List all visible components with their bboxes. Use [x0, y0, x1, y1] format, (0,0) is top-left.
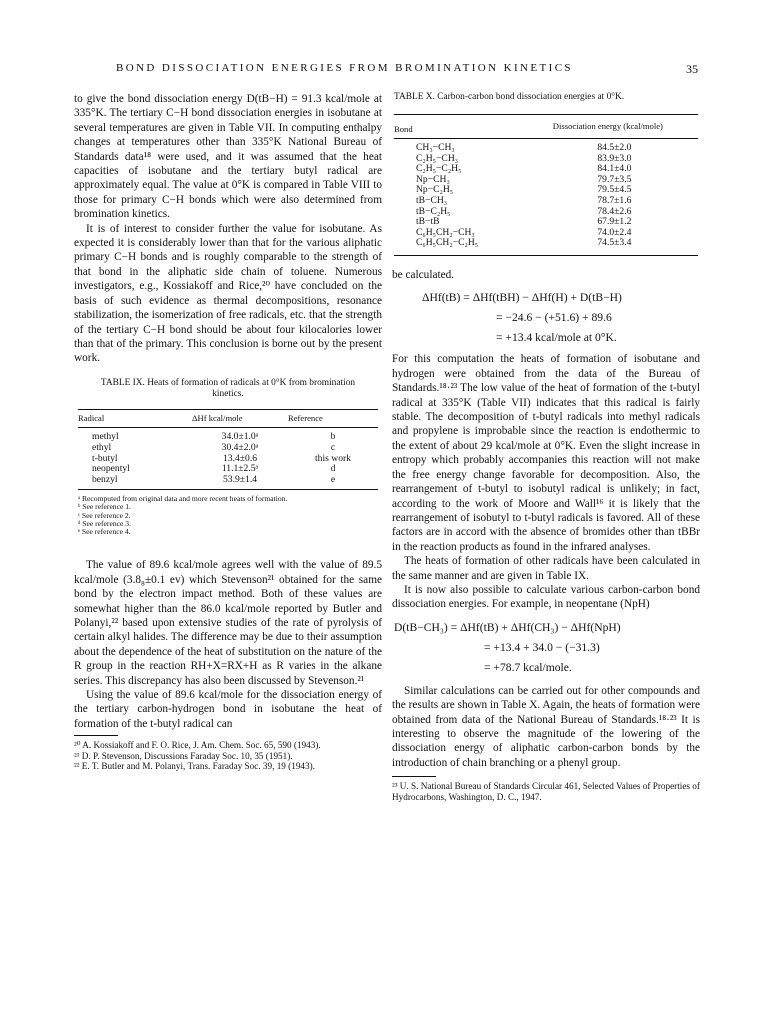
table-x-cell-bond: Np−C₂H₅	[416, 184, 454, 196]
table-x-cell-bond: tB−CH₃	[416, 195, 448, 207]
table-x-cell-energy: 74.0±2.4	[597, 226, 632, 238]
table-ix-note: ᵉ See reference 4.	[78, 527, 131, 537]
table-x-cell-energy: 84.5±2.0	[597, 142, 632, 154]
table-x-cell-bond: tB−C₂H₅	[416, 205, 451, 217]
footnote: ²² E. T. Butler and M. Polanyi, Trans. Faraday Soc. 39, 19 (1943).	[74, 760, 315, 771]
table-ix-caption: TABLE IX. Heats of formation of radicals at 0°K from bromination kinetics.	[100, 377, 356, 400]
paragraph-other-radicals: The heats of formation of other radicals have been calculated in the same manner and are given in Table IX.	[392, 555, 700, 582]
right-column	[392, 92, 700, 802]
equation-line: = +13.4 + 34.0 − (−31.3)	[484, 640, 600, 654]
table-ix-cell-reference: c	[330, 441, 336, 453]
table-x-row	[394, 139, 698, 154]
table-x-cell-energy: 78.7±1.6	[597, 195, 632, 207]
table-ix-cell-radical: methyl	[92, 431, 119, 443]
table-ix-cell-dhf: 13.4±0.6	[222, 452, 258, 464]
table-x-cell-energy: 67.9±1.2	[597, 216, 632, 228]
table-ix-body	[78, 428, 378, 490]
equation-line: = +78.7 kcal/mole.	[484, 660, 572, 674]
paragraph-using-value: Using the value of 89.6 kcal/mole for the dissociation energy of the tertiary carbon-hydrogen bond in isobutane the heat of formation of the t-butyl radical can	[74, 688, 382, 730]
table-ix-row	[78, 428, 378, 443]
table-x-cell-energy: 83.9±3.0	[597, 152, 632, 164]
table-x-cell-bond: Np−CH₃	[416, 173, 450, 185]
table-ix-notes	[78, 495, 378, 536]
table-x-cell-energy: 84.1±4.0	[597, 163, 632, 175]
page-number: 35	[686, 62, 698, 76]
table-ix-cell-reference: b	[330, 431, 336, 443]
paragraph-interest: It is of interest to consider further the value for isobutane. As expected it is considerably lower than that for the various aliphatic primary C−H bonds and is roughly comparable to the strength of that bond in the aliphatic side chain of toluene. Numerous investigators, e.g., Kossiakoff and Rice,²⁰ have concluded on the basis of such evidence as thermal decompositions, resonance stabilization, the isomerization of free radicals, etc. that the strength of the tertiary C−H bond should be about four kilocalories lower than that of the primary. This conclusion is borne out by the present work.	[74, 222, 382, 365]
table-ix-note: ᵇ See reference 1.	[78, 502, 131, 512]
table-ix-cell-reference: this work	[315, 452, 351, 464]
table-x-cell-bond: C₆H₅CH₂−CH₃	[416, 226, 475, 238]
paragraph-similar-calculations: Similar calculations can be carried out for other compounds and the results are shown in Table X. Again, the heats of formation were obtained from data of the National Bureau of Standards.¹⁸·²³ It is interesting to observe the magnitude of the lowering of the dissociation energy of aliphatic carbon-carbon bonds by the introduction of chain branching or a phenyl group.	[392, 684, 700, 769]
table-x-cell-bond: tB−tB	[416, 216, 440, 228]
equation-line: D(tB−CH₃) = ΔHf(tB) + ΔHf(CH₃) − ΔHf(NpH)	[394, 620, 621, 634]
paragraph-computation: For this computation the heats of formation of isobutane and hydrogen were obtained from the data of the Bureau of Standards.¹⁸·²³ The low value of the heat of formation of the t-butyl radical at 335°K (Table VII) indicates that this radical is fairly stable. The decomposition of t-butyl radicals into methyl radicals and propylene is improbable since the reaction is endothermic to the extent of about 29 kcal/mole at 0°K. Even the slight increase in entropy which probably accompanies this reaction will not make the free energy change favorable for decomposition. Also, the rearrangement of t-butyl to isobutyl radical is unlikely; in fact, according to the work of Moore and Wall¹⁶ it is likely that the rearrangement of isobutyl to t-butyl radicals is favored. All of these factors are in accord with the absence of bromides other than tBBr in the reaction products as found in the infrared analyses.	[392, 353, 700, 553]
table-ix-header-dhf: ΔHf kcal/mole	[192, 412, 243, 423]
table-x-row	[394, 238, 698, 255]
table-ix-cell-dhf: 11.1±2.5ᵃ	[221, 463, 259, 475]
equation-neopentane	[392, 618, 700, 678]
table-ix-cell-dhf: 53.9±1.4	[222, 473, 258, 485]
paragraph-carbon-carbon: It is now also possible to calculate various carbon-carbon bond dissociation energies. For example, in neopentane (NpH)	[392, 583, 700, 611]
table-x-cell-energy: 74.5±3.4	[597, 237, 632, 249]
footnote: ²⁰ A. Kossiakoff and F. O. Rice, J. Am. Chem. Soc. 65, 590 (1943).	[74, 740, 321, 751]
be-calculated: be calculated.	[392, 269, 455, 282]
table-ix-note: ᶜ See reference 2.	[78, 510, 131, 520]
left-footnotes	[74, 740, 382, 771]
equation-line: = +13.4 kcal/mole at 0°K.	[496, 331, 617, 345]
table-ix-cell-dhf: 30.4±2.0ᵃ	[221, 441, 259, 453]
left-column	[74, 92, 382, 771]
table-x-cell-energy: 79.5±4.5	[597, 184, 632, 196]
table-x-cell-energy: 78.4±2.6	[597, 205, 632, 217]
table-x-cell-bond: C₆H₅CH₂−C₂H₅	[416, 237, 479, 249]
table-ix-cell-radical: neopentyl	[92, 463, 130, 475]
table-ix-cell-reference: d	[330, 463, 336, 475]
table-x-cell-energy: 79.7±3.5	[597, 173, 632, 185]
table-ix-cell-radical: ethyl	[92, 441, 112, 453]
table-x-cell-bond: C₂H₅−CH₃	[416, 152, 459, 164]
table-ix-row	[78, 475, 378, 490]
table-x-cell-bond: CH₃−CH₃	[416, 142, 455, 154]
table-x-grid	[394, 114, 698, 257]
equation-heat-formation-tbutyl	[392, 288, 700, 348]
running-header	[76, 62, 698, 78]
footnote: ²¹ D. P. Stevenson, Discussions Faraday Soc. 10, 35 (1951).	[74, 750, 293, 761]
equation-line: = −24.6 − (+51.6) + 89.6	[496, 311, 612, 325]
table-ix-note: ᵈ See reference 3.	[78, 518, 131, 528]
table-ix-row	[78, 443, 378, 454]
table-ix-grid	[78, 409, 378, 491]
table-ix-cell-radical: benzyl	[92, 473, 118, 485]
table-ix-header-reference: Reference	[288, 412, 323, 423]
equation-line: ΔHf(tB) = ΔHf(tBH) − ΔHf(H) + D(tB−H)	[422, 291, 622, 305]
table-ix-cell-reference: e	[330, 473, 336, 485]
table-x-header-bond: Bond	[394, 123, 413, 134]
table-x-row	[394, 207, 698, 218]
table-x-body	[394, 139, 698, 256]
table-ix-header-radical: Radical	[78, 412, 105, 423]
table-x-cell-bond: C₂H₅−C₂H₅	[416, 163, 462, 175]
footnote-rule	[74, 735, 118, 736]
table-ix-cell-dhf: 34.0±1.0ᵃ	[221, 431, 259, 443]
table-x-header-energy: Dissociation energy (kcal/mole)	[552, 121, 663, 132]
table-ix-note: ᵃ Recomputed from original data and more recent heats of formation.	[78, 494, 288, 504]
paragraph-isobutane-bond: to give the bond dissociation energy D(tB−H) = 91.3 kcal/mole at 335°K. The tertiary C−H bond dissociation energies in isobutane at several temperatures are given in Table VII. In computing enthalpy changes at temperatures other than 335°K National Bureau of Standards data¹⁸ were used, and it was assumed that the heat capacities of isobutane and the tertiary butyl radical are approximately equal. The value at 0°K is compared in Table VIII to those for primary C−H bonds which were also determined from bromination kinetics.	[74, 93, 382, 221]
table-x	[394, 92, 698, 256]
footnote-23: ²³ U. S. National Bureau of Standards Circular 461, Selected Values of Properties of Hydrocarbons, Washington, D. C., 1947.	[392, 781, 700, 802]
paragraph-stevenson: The value of 89.6 kcal/mole agrees well with the value of 89.5 kcal/mole (3.8₈±0.1 ev) which Stevenson²¹ obtained for the same bond by the electron impact method. Both of these values are somewhat higher than the 86.0 kcal/mole reported by Butler and Polanyi,²² based upon extensive studies of the rate of pyrolysis of certain alkyl halides. The difference may be due to their assumption about the dependence of the heat of substitution on the nature of the R group in the reaction RH+X=RX+H as R varies in the alkane series. This discrepancy has also been discussed by Stevenson.²¹	[74, 559, 382, 687]
table-x-caption: TABLE X. Carbon-carbon bond dissociation energies at 0°K.	[394, 92, 625, 102]
footnote-rule-right	[392, 776, 436, 777]
table-ix	[78, 378, 378, 537]
table-ix-cell-radical: t-butyl	[92, 452, 118, 464]
running-title: BOND DISSOCIATION ENERGIES FROM BROMINATION KINETICS	[116, 62, 573, 74]
